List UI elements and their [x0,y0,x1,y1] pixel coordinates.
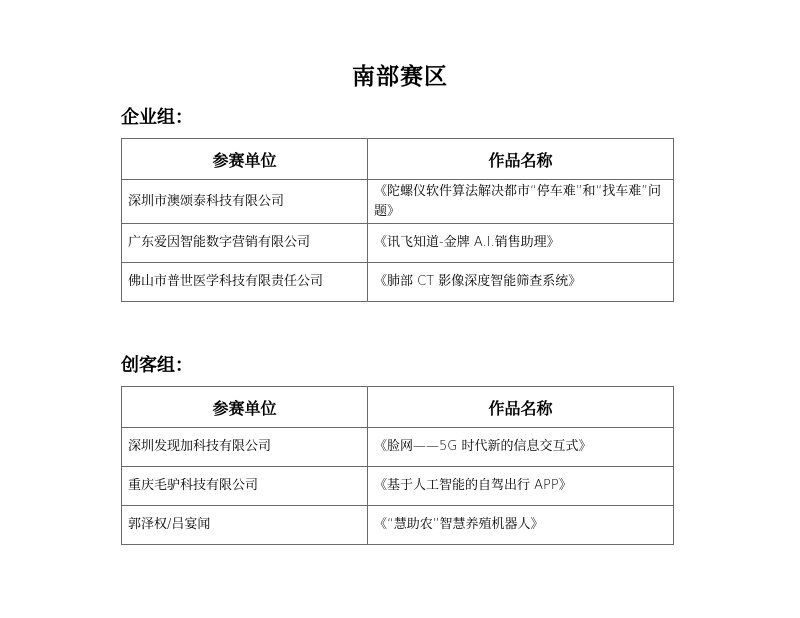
section-heading-maker: 创客组： [121,355,193,376]
maker-table [121,386,674,545]
table-row [122,467,674,506]
table-header-row [122,139,674,180]
table-header-row [122,387,674,428]
column-header-unit: 参赛单位 [122,139,368,180]
cell-work: 《讯飞知道-金牌 A.I.销售助理》 [368,224,674,263]
cell-work: 《“慧助农”智慧养殖机器人》 [368,506,674,545]
cell-unit: 郭泽权/吕宴闻 [122,506,368,545]
section-heading-enterprise: 企业组： [121,107,193,128]
cell-unit: 佛山市普世医学科技有限责任公司 [122,263,368,302]
table-row [122,263,674,302]
column-header-unit: 参赛单位 [122,387,368,428]
column-header-work: 作品名称 [368,139,674,180]
cell-work: 《基于人工智能的自驾出行 APP》 [368,467,674,506]
page-title: 南部赛区 [352,63,448,90]
cell-work: 《陀螺仪软件算法解决都市“停车难”和“找车难”问题》 [368,180,674,224]
cell-work: 《脸网——5G 时代新的信息交互式》 [368,428,674,467]
cell-work: 《肺部 CT 影像深度智能筛查系统》 [368,263,674,302]
table-row [122,180,674,224]
cell-unit: 深圳发现加科技有限公司 [122,428,368,467]
enterprise-table [121,138,674,302]
cell-unit: 重庆毛驴科技有限公司 [122,467,368,506]
cell-unit: 深圳市澳颂泰科技有限公司 [122,180,368,224]
cell-unit: 广东爱因智能数字营销有限公司 [122,224,368,263]
column-header-work: 作品名称 [368,387,674,428]
table-row [122,506,674,545]
table-row [122,428,674,467]
table-row [122,224,674,263]
